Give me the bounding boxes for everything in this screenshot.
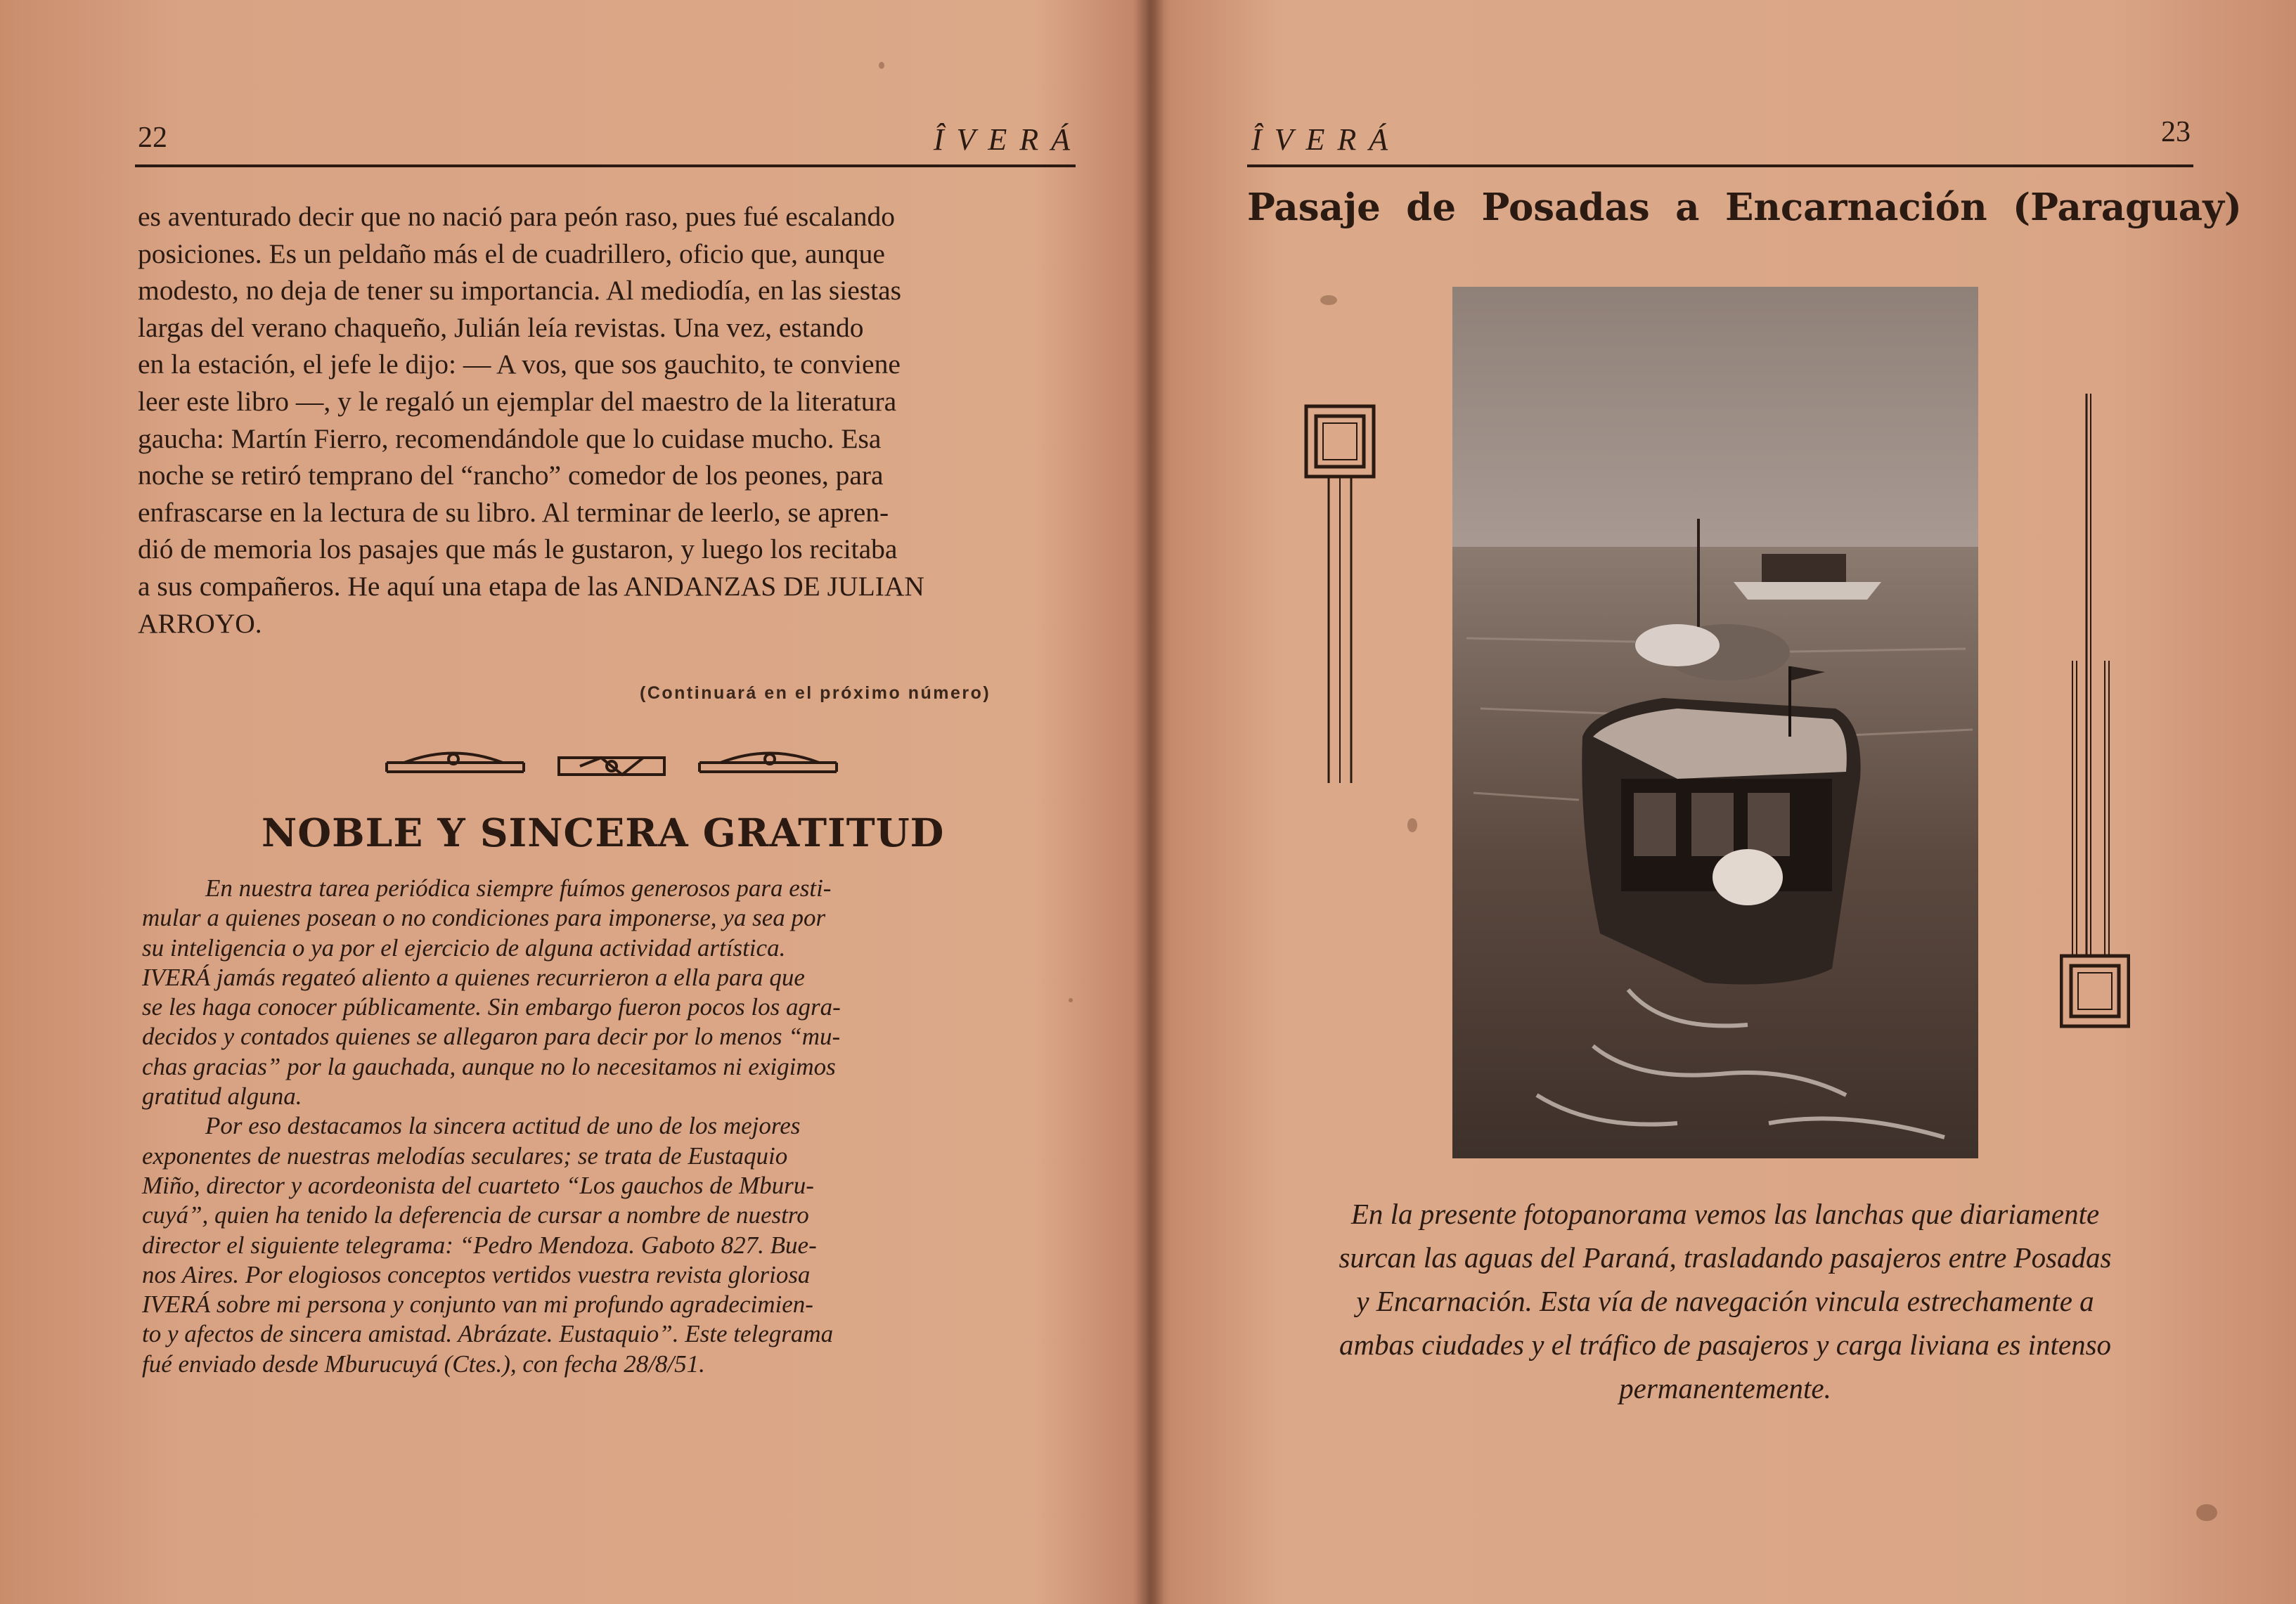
text-line: to y afectos de sincera amistad. Abrázate. Eustaquio”. Este telegrama (142, 1320, 834, 1348)
text-line: largas del verano chaqueño, Julián leía revistas. Una vez, estando (138, 311, 864, 343)
caption-line: surcan las aguas del Paraná, trasladando pasajeros entre Posadas (1339, 1241, 2112, 1274)
right-page-number: 23 (2161, 116, 2191, 148)
paper-speck (1069, 998, 1073, 1002)
text-line: mular a quienes posean o no condiciones para imponerse, ya sea por (142, 904, 826, 932)
gratitude-article (142, 874, 1077, 1379)
text-line: a sus compañeros. He aquí una etapa de las ANDANZAS DE JULIAN (138, 570, 924, 602)
photo-caption (1254, 1192, 2196, 1410)
text-line: en la estación, el jefe le dijo: — A vos, que sos gauchito, te conviene (138, 349, 901, 380)
boat-photo (1452, 287, 1978, 1158)
paper-speck (879, 62, 884, 69)
text-line: chas gracias” por la gauchada, aunque no lo necesitamos ni exigimos (142, 1052, 836, 1080)
right-page (1149, 0, 2296, 1604)
text-line: nos Aires. Por elogiosos conceptos vertidos vuestra revista gloriosa (142, 1260, 811, 1288)
text-line: enfrascarse en la lectura de su libro. Al terminar de leerlo, se apren- (138, 496, 889, 528)
text-line: dió de memoria los pasajes que más le gustaron, y luego los recitaba (138, 533, 898, 565)
text-line: Por eso destacamos la sincera actitud de uno de los mejores (205, 1112, 801, 1140)
text-line: En nuestra tarea periódica siempre fuímos generosos para esti- (205, 874, 832, 902)
text-line: gratitud alguna. (142, 1082, 302, 1111)
paper-speck (2196, 1504, 2217, 1521)
art-deco-frame-right-icon (2060, 394, 2130, 1040)
text-line: posiciones. Es un peldaño más el de cuadrillero, oficio que, aunque (138, 238, 885, 269)
text-line: IVERÁ sobre mi persona y conjunto van mi profundo agradecimien- (142, 1291, 813, 1319)
text-line: modesto, no deja de tener su importancia. Al mediodía, en las siestas (138, 275, 901, 306)
text-line: Miño, director y acordeonista del cuarteto “Los gauchos de Mburu- (142, 1171, 814, 1199)
article-continuation (138, 198, 1077, 642)
text-line: gaucha: Martín Fierro, recomendándole que lo cuidase mucho. Esa (138, 422, 882, 454)
text-line: IVERÁ jamás regateó aliento a quienes recurrieron a ella para que (142, 963, 805, 991)
text-line: fué enviado desde Mburucuyá (Ctes.), con fecha 28/8/51. (142, 1350, 705, 1378)
text-line: su inteligencia o ya por el ejercicio de alguna actividad artística. (142, 933, 786, 962)
text-line: es aventurado decir que no nació para peón raso, pues fué escalando (138, 201, 896, 232)
left-page-number: 22 (138, 122, 167, 154)
caption-line: y Encarnación. Esta vía de navegación vincula estrechamente a (1356, 1285, 2094, 1317)
text-line: leer este libro —, y le regaló un ejemplar del maestro de la literatura (138, 385, 897, 417)
right-running-header (1247, 104, 2193, 167)
ornamental-divider-icon (383, 738, 840, 780)
text-line: noche se retiró temprano del “rancho” comedor de los peones, para (138, 460, 884, 491)
caption-line: En la presente fotopanorama vemos las lanchas que diariamente (1350, 1198, 2100, 1230)
caption-line: permanentemente. (1619, 1372, 1831, 1404)
paper-speck (1407, 818, 1417, 832)
continued-note: (Continuará en el próximo número) (640, 683, 991, 703)
section-title: NOBLE Y SINCERA GRATITUD (262, 810, 945, 855)
text-line: ARROYO. (138, 607, 262, 639)
text-line: director el siguiente telegrama: “Pedro Mendoza. Gaboto 827. Bue- (142, 1231, 817, 1259)
art-deco-frame-left-icon (1303, 403, 1381, 783)
text-line: se les haga conocer públicamente. Sin embargo fueron pocos los agra- (142, 993, 841, 1021)
right-running-title: ÎVERÁ (1251, 122, 1401, 157)
left-running-header (135, 104, 1083, 167)
boat-photo-icon (1452, 287, 1978, 1158)
text-line: exponentes de nuestras melodías seculares; se trata de Eustaquio (142, 1141, 788, 1170)
caption-line: ambas ciudades y el tráfico de pasajeros y carga liviana es intenso (1339, 1328, 2112, 1361)
text-line: cuyá”, quien ha tenido la deferencia de cursar a nombre de nuestro (142, 1201, 809, 1229)
left-running-title: ÎVERÁ (933, 122, 1083, 157)
photo-article-title: Pasaje de Posadas a Encarnación (Paraguay) (1247, 186, 2242, 229)
text-line: decidos y contados quienes se allegaron para decir por lo menos “mu- (142, 1023, 841, 1051)
left-page (0, 0, 1147, 1604)
paper-speck (1320, 295, 1337, 305)
